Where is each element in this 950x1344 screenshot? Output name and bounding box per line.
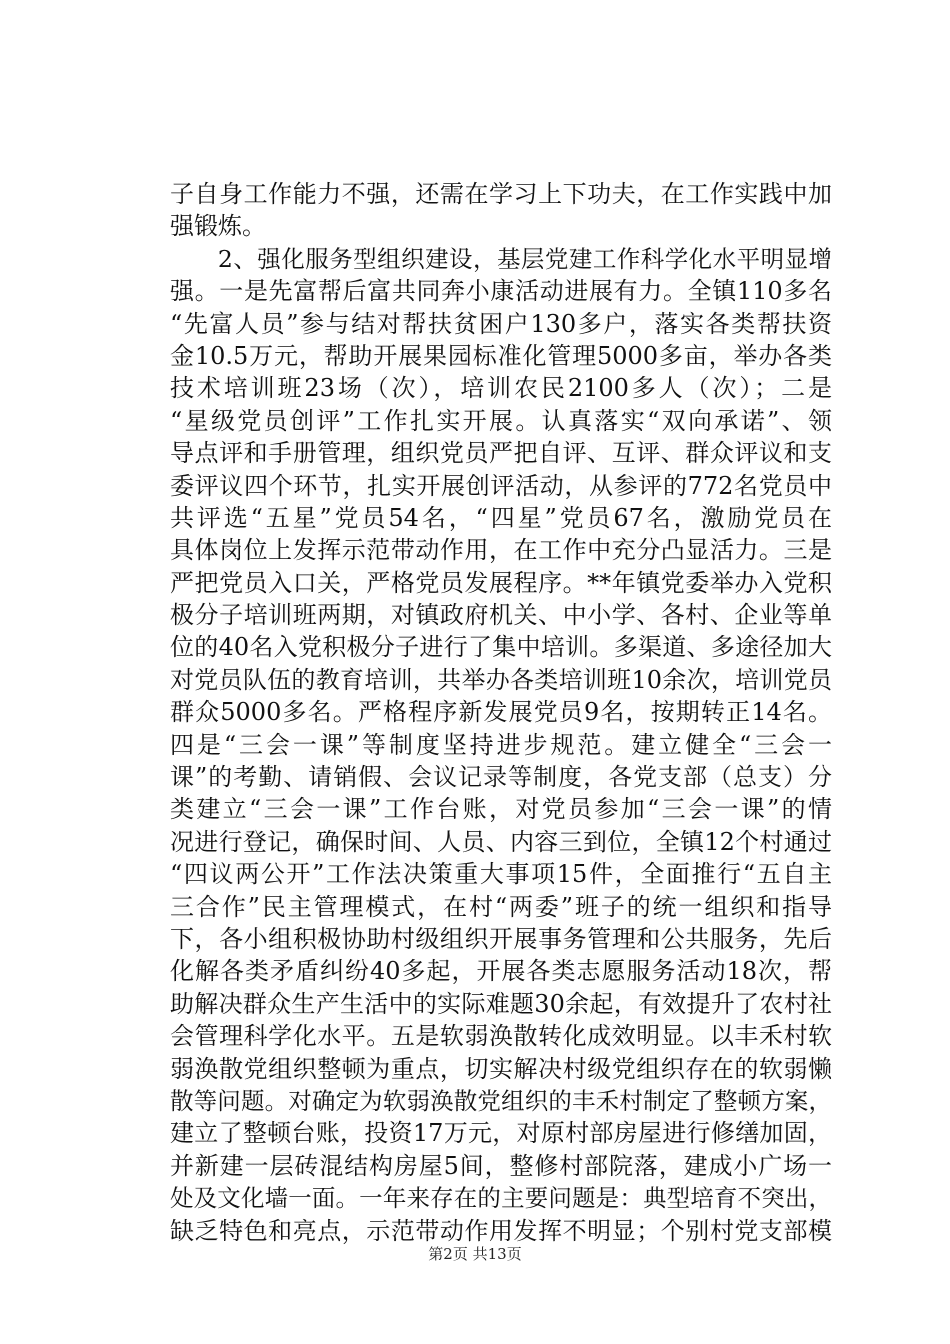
text-line: 2、强化服务型组织建设，基层党建工作科学化水平明显增 — [170, 244, 832, 273]
text-line: 强。一是先富帮后富共同奔小康活动进展有力。全镇110多名 — [170, 277, 832, 306]
text-line: 导点评和手册管理，组织党员严把自评、互评、群众评议和支 — [170, 439, 832, 468]
text-line: 会管理科学化水平。五是软弱涣散转化成效明显。以丰禾村软 — [170, 1022, 832, 1051]
text-line: 极分子培训班两期，对镇政府机关、中小学、各村、企业等单 — [170, 601, 832, 630]
body-text — [170, 178, 832, 1247]
text-line: 缺乏特色和亮点，示范带动作用发挥不明显；个别村党支部模 — [170, 1216, 832, 1245]
text-line: 化解各类矛盾纠纷40多起，开展各类志愿服务活动18次，帮 — [170, 957, 832, 986]
page-number-label: 第2页 共13页 — [428, 1245, 522, 1263]
text-line: 委评议四个环节，扎实开展创评活动，从参评的772名党员中 — [170, 471, 832, 500]
text-line: 位的40名入党积极分子进行了集中培训。多渠道、多途径加大 — [170, 633, 832, 662]
text-line: 对党员队伍的教育培训，共举办各类培训班10余次，培训党员 — [170, 665, 832, 694]
text-line: 建立了整顿台账，投资17万元，对原村部房屋进行修缮加固， — [170, 1119, 832, 1148]
text-line: 技术培训班23场（次），培训农民2100多人（次）；二是 — [170, 374, 832, 403]
text-line: 四是“三会一课”等制度坚持进步规范。建立健全“三会一 — [170, 730, 832, 759]
text-line: 并新建一层砖混结构房屋5间，整修村部院落，建成小广场一 — [170, 1151, 832, 1180]
text-line: “先富人员”参与结对帮扶贫困户130多户，落实各类帮扶资 — [170, 309, 832, 338]
text-line: 子自身工作能力不强，还需在学习上下功夫，在工作实践中加 — [170, 180, 832, 208]
text-line: 严把党员入口关，严格党员发展程序。**年镇党委举办入党积 — [170, 568, 832, 597]
text-line: 处及文化墙一面。一年来存在的主要问题是：典型培育不突出， — [170, 1184, 832, 1213]
text-line: 下，各小组积极协助村级组织开展事务管理和公共服务，先后 — [170, 924, 832, 953]
text-line: 金10.5万元，帮助开展果园标准化管理5000多亩，举办各类 — [170, 341, 832, 370]
text-line: 课”的考勤、请销假、会议记录等制度，各党支部（总支）分 — [170, 763, 832, 792]
text-line: 群众5000多名。严格程序新发展党员9名，按期转正14名。 — [170, 698, 832, 727]
page-footer — [0, 1244, 950, 1264]
text-line: 类建立“三会一课”工作台账，对党员参加“三会一课”的情 — [170, 795, 832, 824]
text-line: 况进行登记，确保时间、人员、内容三到位，全镇12个村通过 — [170, 827, 832, 856]
text-line: 具体岗位上发挥示范带动作用，在工作中充分凸显活力。三是 — [170, 536, 832, 565]
text-line: “四议两公开”工作法决策重大事项15件，全面推行“五自主 — [170, 860, 832, 889]
text-line: 散等问题。对确定为软弱涣散党组织的丰禾村制定了整顿方案， — [170, 1086, 832, 1115]
text-line: 助解决群众生产生活中的实际难题30余起，有效提升了农村社 — [170, 989, 832, 1018]
text-line: 弱涣散党组织整顿为重点，切实解决村级党组织存在的软弱懒 — [170, 1054, 832, 1083]
text-line: 三合作”民主管理模式，在村“两委”班子的统一组织和指导 — [170, 892, 832, 921]
text-line: “星级党员创评”工作扎实开展。认真落实“双向承诺”、领 — [170, 406, 832, 435]
text-line: 共评选“五星”党员54名，“四星”党员67名，激励党员在 — [170, 503, 832, 532]
text-line: 强锻炼。 — [170, 212, 266, 241]
